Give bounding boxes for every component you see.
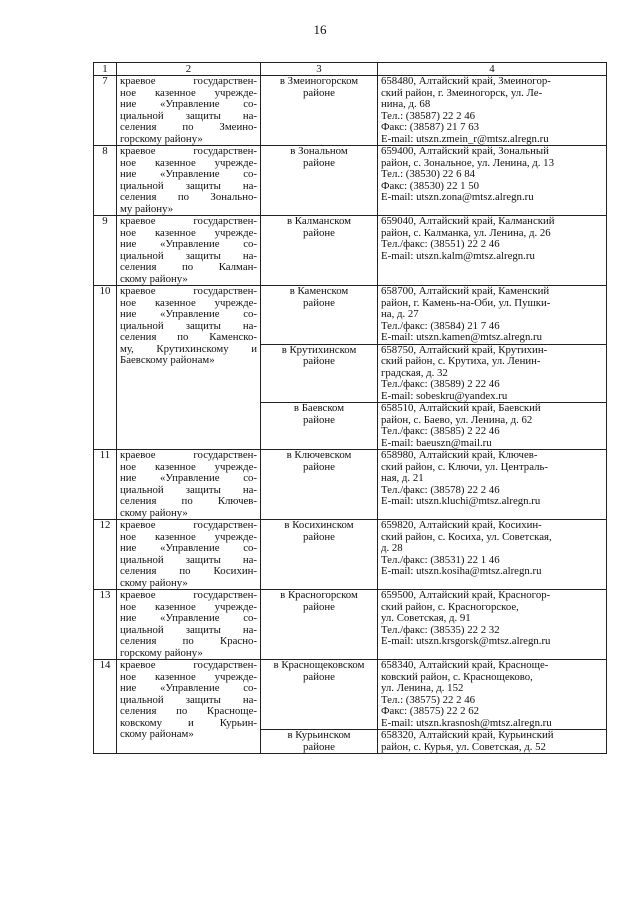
text-line: Факс: (38587) 21 7 63 — [381, 121, 480, 133]
text-line: в Змеиногорском — [279, 75, 359, 87]
text-line: районе — [303, 413, 335, 426]
text-line: ние «Управление со- — [120, 98, 257, 110]
contact-details — [378, 590, 607, 660]
text-line: ное казенное учрежде- — [120, 296, 257, 309]
institution-name — [117, 286, 261, 450]
text-line: ский район, с. Красногорское, — [381, 600, 519, 613]
contact-details — [378, 216, 607, 286]
table-row — [94, 590, 607, 660]
text-line: ное казенное учрежде- — [120, 460, 257, 473]
text-line: 659040, Алтайский край, Калманский — [381, 215, 555, 227]
text-line: му району» — [120, 202, 174, 215]
text-line: циальной защиты на- — [120, 693, 257, 706]
text-line: в Баевском — [293, 402, 345, 414]
contact-details — [378, 146, 607, 216]
text-line: районе — [303, 460, 335, 473]
row-number: 7 — [94, 76, 117, 146]
text-line: циальной защиты на- — [120, 483, 257, 496]
text-line: ский район, с. Ключи, ул. Централь- — [381, 460, 548, 473]
text-line: ский район, с. Крутиха, ул. Ленин- — [381, 355, 541, 367]
text-line: селения по Косихин- — [120, 565, 257, 577]
institution-name — [117, 660, 261, 754]
institution-name — [117, 450, 261, 520]
text-line: 658320, Алтайский край, Курьинский — [381, 729, 554, 741]
text-line: E-mail: utszn.kalm@mtsz.alregn.ru — [381, 249, 535, 262]
text-line: Факс: (38530) 22 1 50 — [381, 179, 480, 192]
text-line: краевое государствен- — [120, 215, 257, 227]
contact-details — [378, 660, 607, 730]
text-line: 658340, Алтайский край, Краснощe- — [381, 659, 549, 671]
text-line: районе — [303, 530, 335, 543]
text-line: ние «Управление со- — [120, 238, 257, 250]
text-line: ул. Советская, д. 91 — [381, 612, 471, 624]
text-line: Тел./факс: (38535) 22 2 32 — [381, 623, 500, 636]
text-line: селения по Калман- — [120, 261, 257, 273]
text-line: Тел./факс: (38551) 22 2 46 — [381, 238, 500, 250]
text-line: E-mail: utszn.krsgorsk@mtsz.alregn.ru — [381, 635, 551, 647]
table-row — [94, 520, 607, 590]
contact-details — [378, 76, 607, 146]
text-line: циальной защиты на- — [120, 249, 257, 262]
institution-name — [117, 76, 261, 146]
row-number: 14 — [94, 660, 117, 754]
text-line: ние «Управление со- — [120, 308, 257, 320]
text-line: район, с. Зональное, ул. Ленина, д. 13 — [381, 156, 554, 169]
text-line: ние «Управление со- — [120, 168, 257, 180]
contact-details — [378, 520, 607, 590]
row-number: 9 — [94, 216, 117, 286]
column-number: 2 — [117, 63, 261, 76]
contact-details — [378, 730, 607, 754]
text-line: E-mail: baeuszn@mail.ru — [381, 436, 492, 449]
text-line: горскому району» — [120, 132, 203, 145]
district-name — [261, 286, 378, 345]
text-line: E-mail: utszn.kosiha@mtsz.alregn.ru — [381, 565, 542, 577]
text-line: Тел./факс: (38589) 2 22 46 — [381, 378, 500, 390]
text-line: селения по Зонально- — [120, 191, 257, 203]
text-line: краевое государствен- — [120, 285, 257, 297]
text-line: скому району» — [120, 272, 188, 285]
text-line: E-mail: utszn.zmein_r@mtsz.alregn.ru — [381, 132, 549, 145]
text-line: ное казенное учрежде- — [120, 530, 257, 543]
text-line: селения по Змеино- — [120, 121, 257, 133]
column-number: 4 — [378, 63, 607, 76]
text-line: 658700, Алтайский край, Каменский — [381, 285, 550, 297]
institution-name — [117, 590, 261, 660]
text-line: краевое государствен- — [120, 589, 257, 601]
text-line: Тел.: (38575) 22 2 46 — [381, 693, 476, 706]
text-line: E-mail: sobeskru@yandex.ru — [381, 389, 508, 402]
table-row — [94, 286, 607, 345]
text-line: скому районам» — [120, 728, 194, 740]
column-numbers-row — [94, 63, 607, 76]
text-line: E-mail: utszn.kluchi@mtsz.alregn.ru — [381, 495, 541, 507]
text-line: ние «Управление со- — [120, 472, 257, 484]
district-name — [261, 146, 378, 216]
table-row — [94, 216, 607, 286]
text-line: Баевскому районам» — [120, 354, 215, 366]
text-line: E-mail: utszn.zona@mtsz.alregn.ru — [381, 191, 534, 203]
text-line: нина, д. 68 — [381, 98, 431, 110]
contact-details — [378, 450, 607, 520]
text-line: в Краснощековском — [273, 659, 365, 671]
text-line: 658480, Алтайский край, Змеиногор- — [381, 75, 551, 87]
text-line: ное казенное учрежде- — [120, 226, 257, 239]
text-line: селения по Краснощe- — [120, 705, 257, 717]
text-line: градская, д. 32 — [381, 366, 448, 379]
district-name — [261, 520, 378, 590]
text-line: район, г. Камень-на-Оби, ул. Пушки- — [381, 296, 551, 309]
text-line: циальной защиты на- — [120, 109, 257, 122]
text-line: циальной защиты на- — [120, 179, 257, 192]
district-name — [261, 76, 378, 146]
text-line: Тел.: (38530) 22 6 84 — [381, 168, 476, 180]
institutions-table — [93, 62, 607, 754]
text-line: ние «Управление со- — [120, 612, 257, 624]
text-line: район, с. Баево, ул. Ленина, д. 62 — [381, 413, 533, 426]
text-line: район, с. Курья, ул. Советская, д. 52 — [381, 740, 546, 753]
text-line: селения по Каменско- — [120, 331, 257, 343]
text-line: Тел./факс: (38585) 2 22 46 — [381, 425, 500, 437]
text-line: селения по Красно- — [120, 635, 257, 647]
text-line: районе — [303, 355, 335, 367]
text-line: в Ключевском — [286, 449, 352, 461]
text-line: E-mail: utszn.krasnosh@mtsz.alregn.ru — [381, 716, 552, 729]
text-line: в Косихинском — [284, 519, 354, 531]
text-line: циальной защиты на- — [120, 623, 257, 636]
text-line: 658510, Алтайский край, Баевский — [381, 402, 541, 414]
text-line: циальной защиты на- — [120, 319, 257, 332]
text-line: на, д. 27 — [381, 308, 419, 320]
text-line: 659820, Алтайский край, Косихин- — [381, 519, 542, 531]
text-line: в Красногорском — [280, 589, 358, 601]
contact-details — [378, 403, 607, 450]
column-number: 1 — [94, 63, 117, 76]
row-number: 10 — [94, 286, 117, 450]
text-line: ное казенное учрежде- — [120, 86, 257, 99]
district-name — [261, 450, 378, 520]
text-line: горскому району» — [120, 646, 203, 659]
text-line: ное казенное учрежде- — [120, 600, 257, 613]
district-name — [261, 344, 378, 403]
text-line: районе — [303, 156, 335, 169]
district-name — [261, 403, 378, 450]
contact-details — [378, 286, 607, 345]
text-line: Тел.: (38587) 22 2 46 — [381, 109, 476, 122]
text-line: районе — [303, 670, 335, 683]
text-line: 658980, Алтайский край, Ключев- — [381, 449, 538, 461]
text-line: ский район, с. Косиха, ул. Советская, — [381, 530, 552, 543]
district-name — [261, 660, 378, 730]
text-line: районе — [303, 296, 335, 309]
institution-name — [117, 216, 261, 286]
text-line: краевое государствен- — [120, 449, 257, 461]
text-line: му, Крутихинскому и — [120, 342, 257, 355]
text-line: Факс: (38575) 22 2 62 — [381, 705, 480, 717]
text-line: ковскому и Курьин- — [120, 716, 257, 729]
text-line: скому району» — [120, 576, 188, 589]
text-line: краевое государствен- — [120, 659, 257, 671]
institution-name — [117, 146, 261, 216]
text-line: краевое государствен- — [120, 145, 257, 157]
text-line: 659400, Алтайский край, Зональный — [381, 145, 549, 157]
text-line: циальной защиты на- — [120, 553, 257, 566]
text-line: в Курьинском — [287, 729, 351, 741]
row-number: 8 — [94, 146, 117, 216]
text-line: д. 28 — [381, 542, 403, 554]
text-line: краевое государствен- — [120, 75, 257, 87]
text-line: в Каменском — [289, 285, 349, 297]
column-number: 3 — [261, 63, 378, 76]
text-line: районе — [303, 86, 335, 99]
institution-name — [117, 520, 261, 590]
text-line: 659500, Алтайский край, Красногор- — [381, 589, 551, 601]
text-line: селения по Ключев- — [120, 495, 257, 507]
text-line: районе — [303, 600, 335, 613]
text-line: в Калманском — [287, 215, 351, 227]
text-line: ная, д. 21 — [381, 472, 424, 484]
page-number: 16 — [313, 22, 327, 37]
text-line: районе — [303, 740, 335, 753]
row-number: 13 — [94, 590, 117, 660]
text-line: в Крутихинском — [281, 343, 357, 356]
row-number: 12 — [94, 520, 117, 590]
text-line: районе — [303, 226, 335, 239]
table-row — [94, 450, 607, 520]
text-line: ул. Ленина, д. 152 — [381, 682, 464, 694]
text-line: ковский район, с. Краснощеково, — [381, 670, 533, 683]
text-line: Тел./факс: (38584) 21 7 46 — [381, 319, 500, 332]
table-row — [94, 76, 607, 146]
table-row — [94, 146, 607, 216]
text-line: скому району» — [120, 506, 188, 519]
text-line: ное казенное учрежде- — [120, 670, 257, 683]
text-line: ние «Управление со- — [120, 542, 257, 554]
text-line: район, с. Калманка, ул. Ленина, д. 26 — [381, 226, 551, 239]
text-line: ние «Управление со- — [120, 682, 257, 694]
text-line: Тел./факс: (38578) 22 2 46 — [381, 483, 500, 496]
text-line: краевое государствен- — [120, 519, 257, 531]
table-row — [94, 660, 607, 730]
text-line: 658750, Алтайский край, Крутихин- — [381, 343, 548, 356]
text-line: ский район, г. Змеиногорск, ул. Ле- — [381, 86, 543, 99]
district-name — [261, 590, 378, 660]
district-name — [261, 730, 378, 754]
text-line: в Зональном — [290, 145, 348, 157]
text-line: E-mail: utszn.kamen@mtsz.alregn.ru — [381, 331, 543, 343]
contact-details — [378, 344, 607, 403]
text-line: ное казенное учрежде- — [120, 156, 257, 169]
row-number: 11 — [94, 450, 117, 520]
text-line: Тел./факс: (38531) 22 1 46 — [381, 553, 500, 566]
district-name — [261, 216, 378, 286]
